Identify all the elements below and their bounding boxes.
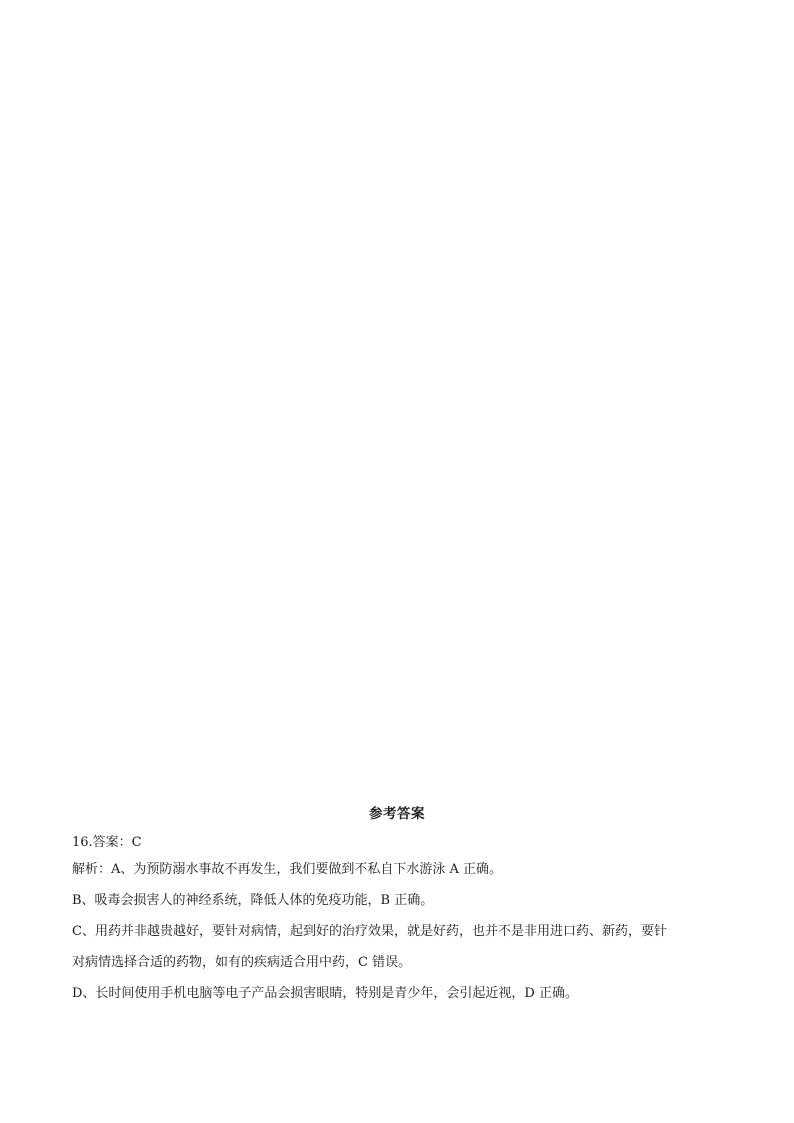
answer-section bbox=[72, 804, 722, 1009]
answer-title: 参考答案 bbox=[369, 806, 425, 822]
analysis-c-line2: 对病情选择合适的药物，如有的疾病适合用中药，C 错误。 bbox=[72, 955, 412, 970]
q16-answer: 16.答案：C bbox=[72, 835, 142, 850]
analysis-b: B、吸毒会损害人的神经系统，降低人体的免疫功能，B 正确。 bbox=[72, 893, 434, 908]
analysis-a: 解析：A、为预防溺水事故不再发生，我们要做到不私自下水游泳 A 正确。 bbox=[72, 862, 503, 877]
analysis-c-line1: C、用药并非越贵越好，要针对病情，起到好的治疗效果，就是好药，也并不是非用进口药、新药，要针 bbox=[72, 924, 667, 939]
analysis-d: D、长时间使用手机电脑等电子产品会损害眼睛，特别是青少年，会引起近视，D 正确。 bbox=[72, 986, 578, 1001]
